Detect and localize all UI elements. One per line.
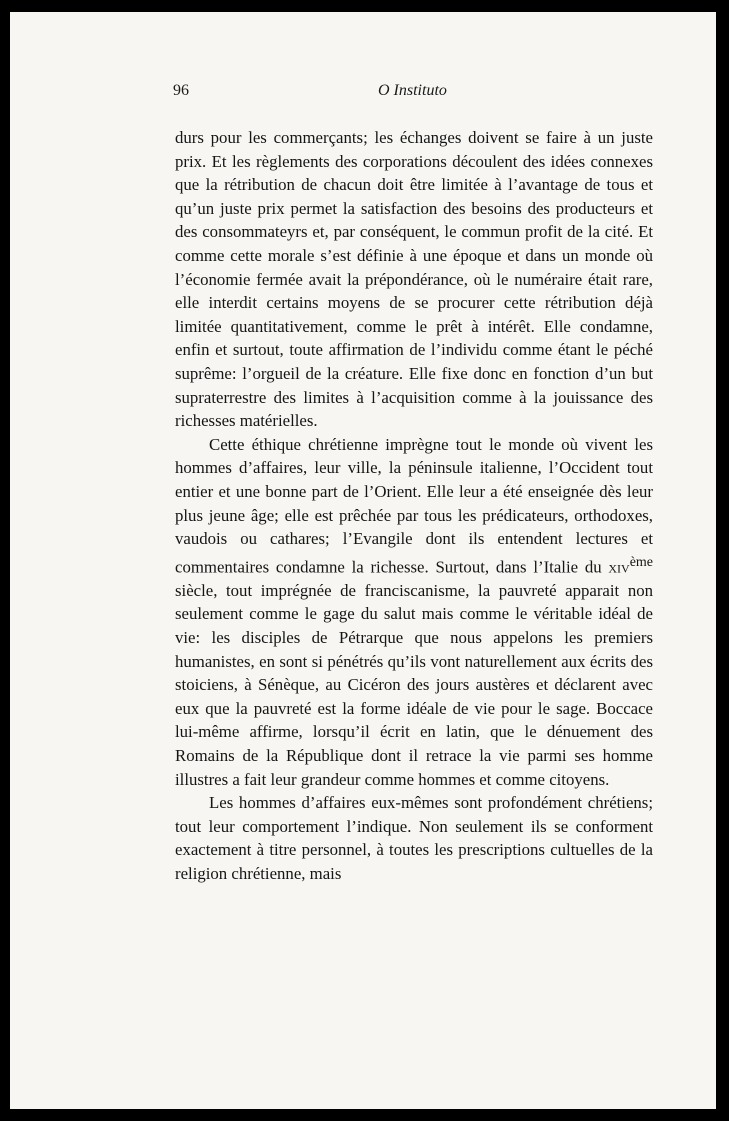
paragraph-2-part-1: Cette éthique chrétienne imprègne tout le monde où vivent les hommes d’affaires, leur ville, la péninsule italienne, l’Occident tout entier et une bonne part de l’Orient. Elle leur a été enseignée dès leur plus jeune âge; elle est prêchée par tous les prédicateurs, orthodoxes, vaudois ou cathares; l’Evangile dont ils entendent lectures et commentaires condamne la richesse. Surtout, dans l’Italie du — [175, 434, 653, 577]
body-text — [175, 126, 653, 886]
paragraph-2 — [175, 433, 653, 792]
paragraph-3: Les hommes d’affaires eux-mêmes sont profondément chrétiens; tout leur comportement l’indique. Non seulement ils se conforment exactement à titre personnel, à toutes les prescriptions cultuelles de la religion chrétienne, mais — [175, 793, 653, 883]
page-number: 96 — [173, 82, 189, 99]
century-numeral: xiv — [608, 557, 630, 577]
journal-title: O Instituto — [378, 82, 447, 99]
book-page — [10, 12, 716, 1109]
paragraph-2-part-2: siècle, tout imprégnée de franciscanisme, la pauvreté apparait non seulement comme le gage du salut mais comme le véritable idéal de vie: les disciples de Pétrarque que nous appelons les premiers humanistes, en sont si pénétrés qu’ils vont naturellement aux écrits des stoiciens, à Sénèque, au Cicéron des jours austères et déclarent avec eux que la pauvreté est la forme idéale de vie pour le sage. Boccace lui-même affirme, lorsqu’il écrit en latin, que le dénuement des Romains de la République dont il retrace la vie parmi ses homme illustres a fait leur grandeur comme hommes et comme citoyens. — [175, 580, 653, 789]
century-suffix: ème — [629, 554, 653, 570]
paragraph-1: durs pour les commerçants; les échanges doivent se faire à un juste prix. Et les règlements des corporations découlent des idées connexes que la rétribution de chacun doit être limitée à l’avantage de tous et qu’un juste prix permet la satisfaction des besoins des producteurs et des consommateyrs et, par conséquent, le commun profit de la cité. Et comme cette morale s’est définie à une époque et dans un monde où l’économie fermée avait la prépondérance, où le numéraire était rare, elle interdit certains moyens de se procurer cette rétribution déjà limitée quantitativement, comme le prêt à intérêt. Elle condamne, enfin et surtout, toute affirmation de l’individu comme étant le péché suprême: l’orgueil de la créature. Elle fixe donc en fonction d’un but supraterrestre des limites à l’acquisition comme à la jouissance des richesses matérielles. — [175, 128, 653, 431]
running-head — [173, 82, 653, 106]
